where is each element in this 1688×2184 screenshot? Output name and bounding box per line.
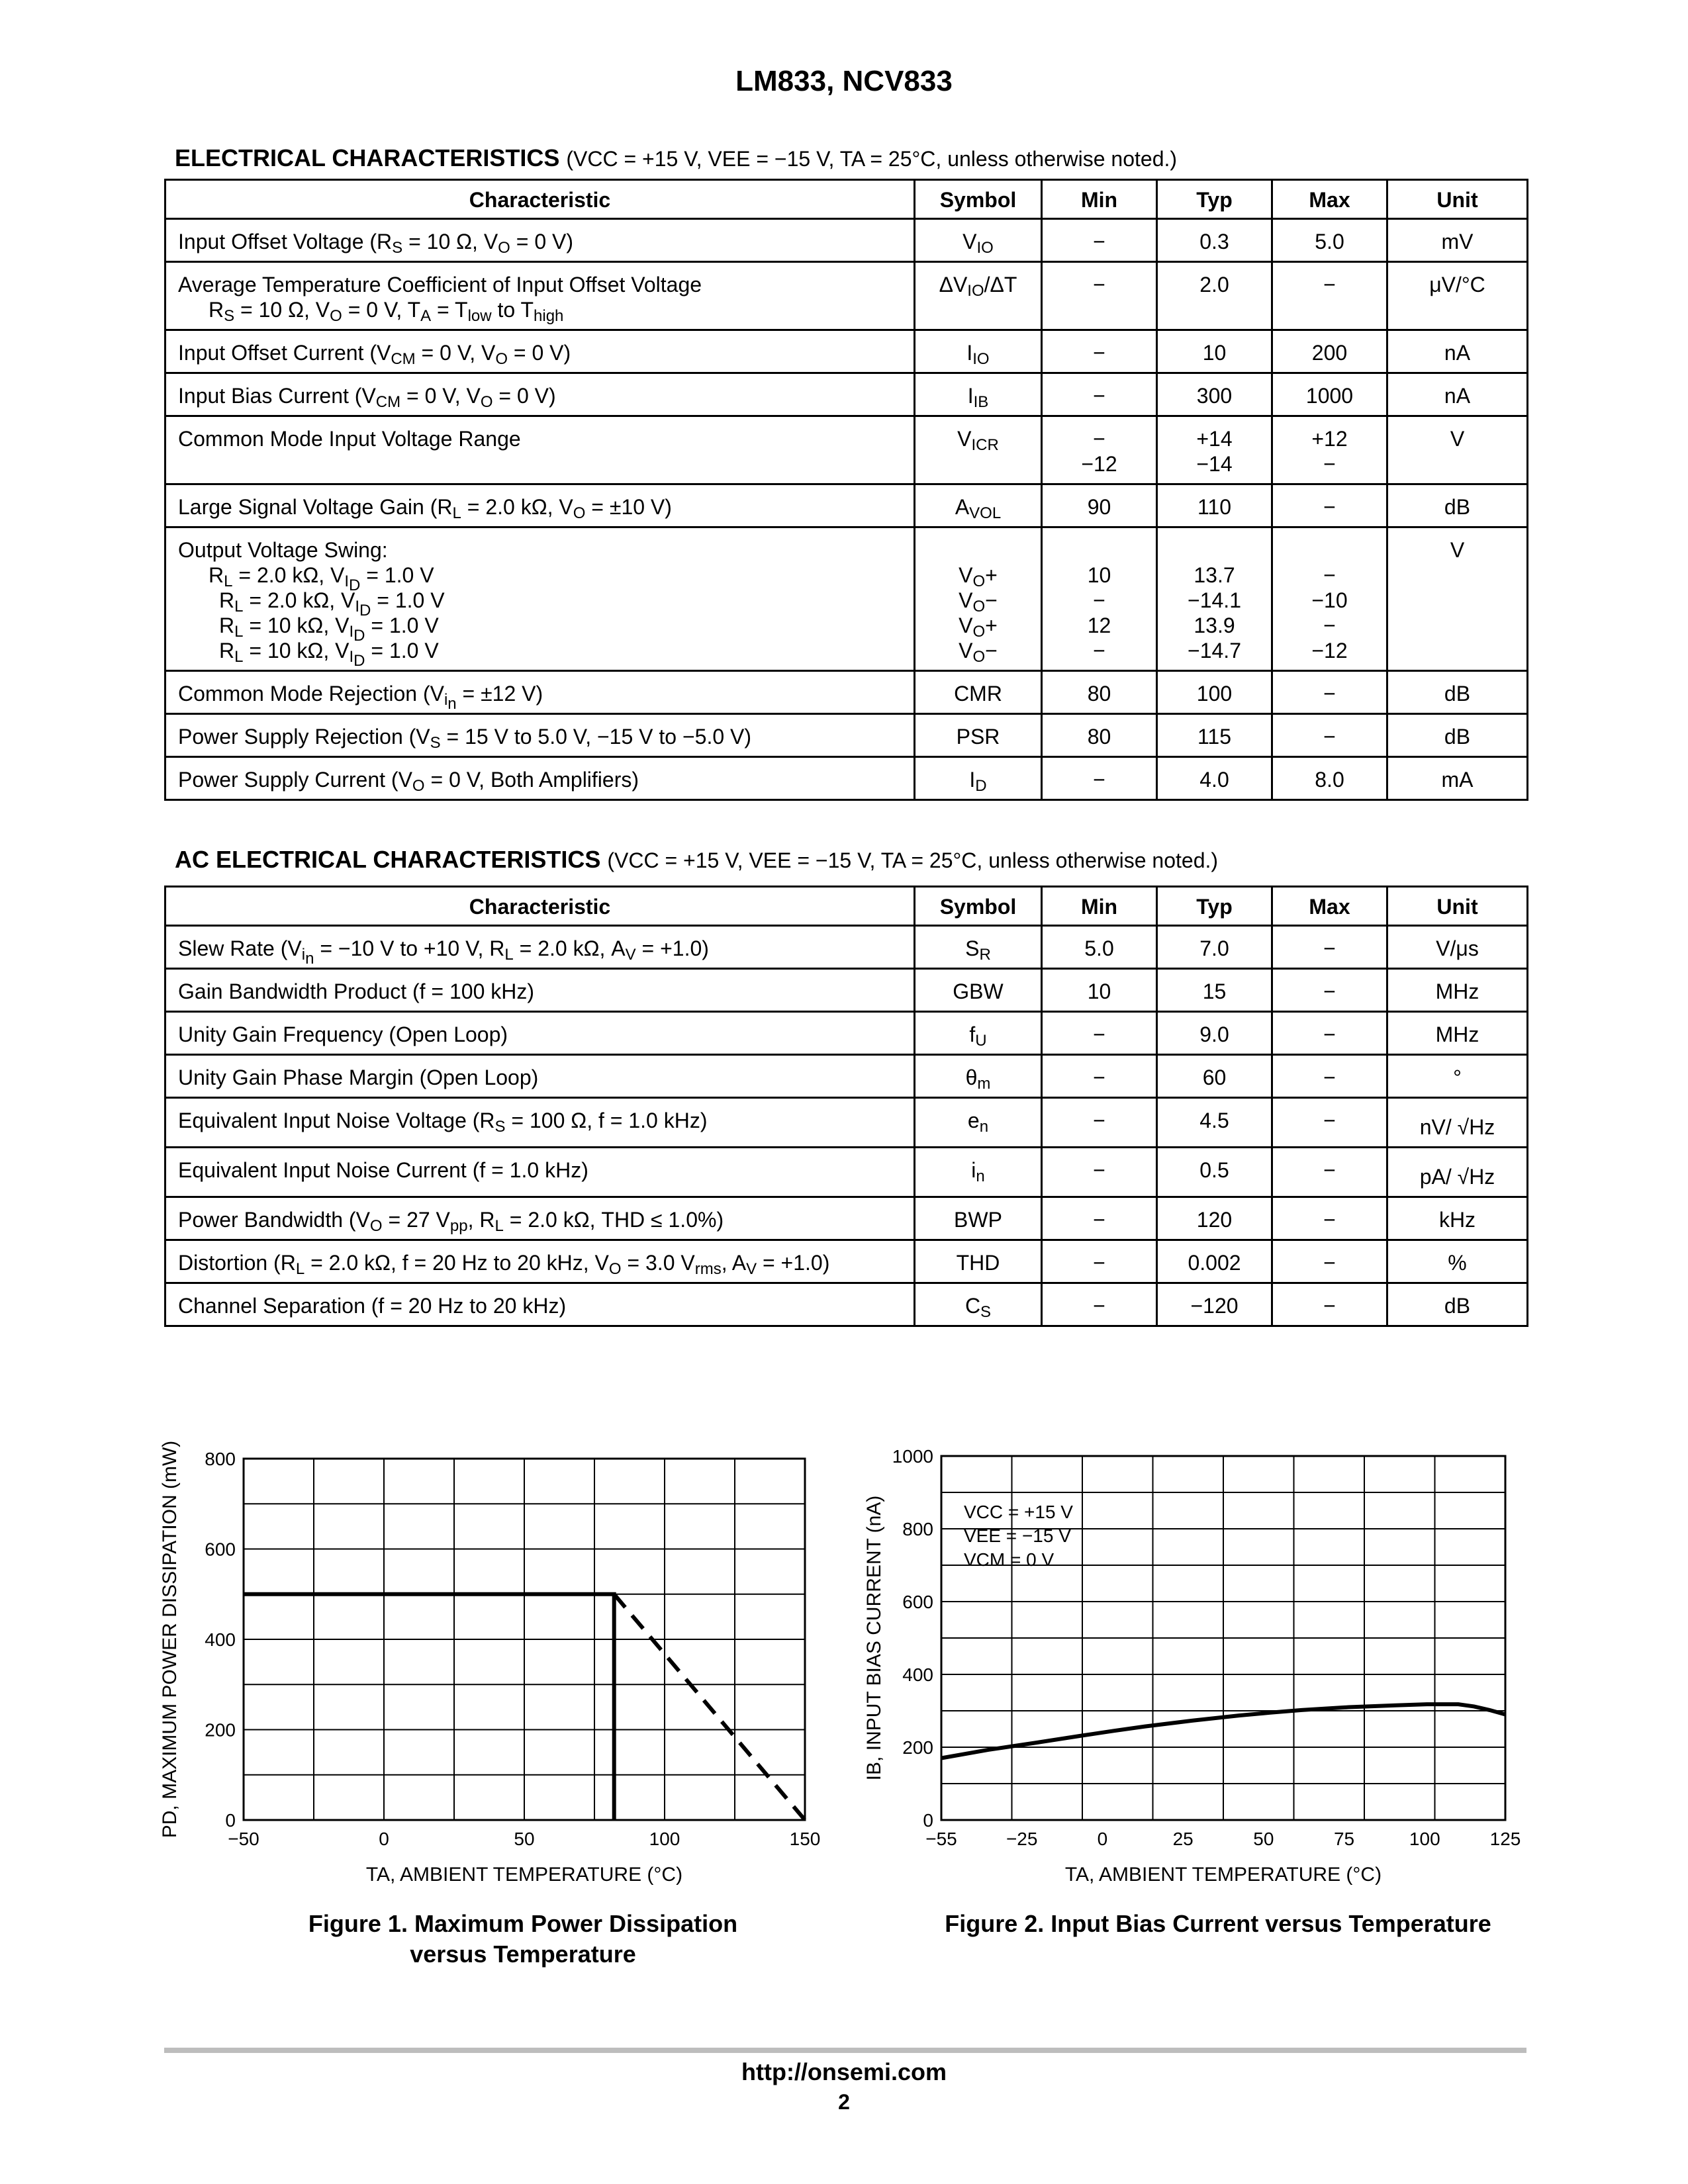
unit-cell: μV/°C — [1387, 262, 1528, 330]
unit-cell: kHz — [1387, 1197, 1528, 1240]
max-cell: − — [1272, 1197, 1387, 1240]
min-cell: − — [1042, 1197, 1157, 1240]
symbol-cell: $V_O+$ $V_O-$ $V_O+$ $V_O-$ — [915, 527, 1042, 671]
ac-section-title — [175, 846, 1218, 874]
figure-2-chart — [854, 1436, 1536, 1899]
max-cell: − — [1272, 1098, 1387, 1148]
typ-cell: 13.7 −14.1 13.9 −14.7 — [1157, 527, 1272, 671]
ac-title-text: AC ELECTRICAL CHARACTERISTICS — [175, 846, 601, 873]
max-cell: 8.0 — [1272, 757, 1387, 800]
symbol-cell: PSR — [915, 714, 1042, 757]
unit-cell: dB — [1387, 714, 1528, 757]
typ-cell: 60 — [1157, 1055, 1272, 1098]
x-tick-label: 25 — [1172, 1829, 1194, 1849]
figure-1-chart — [152, 1436, 834, 1899]
ac-conditions: (VCC = +15 V, VEE = −15 V, TA = 25°C, unless otherwise noted.) — [607, 848, 1219, 872]
symbol-cell: $f_U$ — [915, 1012, 1042, 1055]
y-tick-label: 600 — [902, 1592, 933, 1612]
unit-cell: mV — [1387, 219, 1528, 262]
table-row — [165, 219, 1528, 262]
unit-cell: dB — [1387, 671, 1528, 714]
max-cell: − — [1272, 1240, 1387, 1283]
x-tick-label: 125 — [1489, 1829, 1521, 1849]
characteristic-condition: $R_L = 2.0$ kΩ, $V_{I_D} = 1.0$ V — [219, 588, 445, 619]
x-tick-label: 100 — [649, 1829, 680, 1849]
symbol-cell: $V_{ICR}$ — [915, 416, 1042, 484]
table-header-row — [165, 180, 1528, 219]
y-tick-label: 200 — [902, 1737, 933, 1758]
min-cell: − — [1042, 219, 1157, 262]
table-row — [165, 969, 1528, 1012]
annotation-text: VEE = −15 V — [964, 1525, 1071, 1546]
dc-section-title — [175, 144, 1177, 172]
footer-url[interactable]: http://onsemi.com — [741, 2058, 947, 2085]
table-row — [165, 1148, 1528, 1197]
y-tick-label: 0 — [923, 1810, 933, 1831]
table-row — [165, 373, 1528, 416]
symbol-cell: $C_S$ — [915, 1283, 1042, 1326]
min-cell: 80 — [1042, 671, 1157, 714]
table-row — [165, 1098, 1528, 1148]
figure-2-caption: Figure 2. Input Bias Current versus Temperature — [945, 1910, 1491, 1937]
unit-cell: MHz — [1387, 969, 1528, 1012]
dc-conditions: (VCC = +15 V, VEE = −15 V, TA = 25°C, unless otherwise noted.) — [566, 147, 1178, 171]
typ-cell: 9.0 — [1157, 1012, 1272, 1055]
characteristic-condition: $R_L = 2.0$ kΩ, $V_{I_D} = 1.0$ V — [209, 563, 434, 594]
symbol-cell: GBW — [915, 969, 1042, 1012]
max-cell: 200 — [1272, 330, 1387, 373]
symbol-cell: $\theta_m$ — [915, 1055, 1042, 1098]
min-cell: 10 — [1042, 969, 1157, 1012]
characteristic-cell: Channel Separation (f = 20 Hz to 20 kHz) — [165, 1283, 915, 1326]
characteristic-cell: Equivalent Input Noise Current (f = 1.0 kHz) — [165, 1148, 915, 1197]
symbol-cell: $I_{IO}$ — [915, 330, 1042, 373]
max-cell: − — [1272, 1148, 1387, 1197]
figure-1-caption-line: versus Temperature — [410, 1940, 636, 1968]
symbol-cell: $\Delta V_{IO}/\Delta T$ — [915, 262, 1042, 330]
table-row — [165, 1283, 1528, 1326]
x-tick-label: 50 — [1253, 1829, 1274, 1849]
characteristic-cell: Gain Bandwidth Product (f = 100 kHz) — [165, 969, 915, 1012]
characteristic-cell: Equivalent Input Noise Voltage ($R_S = 100$ Ω, f = 1.0 kHz) — [165, 1098, 915, 1148]
table-row — [165, 330, 1528, 373]
x-tick-label: 100 — [1409, 1829, 1440, 1849]
characteristic-cell: Unity Gain Frequency (Open Loop) — [165, 1012, 915, 1055]
characteristic-condition: $R_L = 10$ kΩ, $V_{I_D} = 1.0$ V — [219, 614, 439, 645]
col-header: Max — [1272, 887, 1387, 926]
characteristic-cell: Input Offset Current ($V_{CM} = 0$ V, $V_O = 0$ V) — [165, 330, 915, 373]
characteristic-cell: Distortion ($R_L = 2.0$ kΩ, f = 20 Hz to 20 kHz, $V_O = 3.0$ $V_{rms}$, $A_V = +1.0$) — [165, 1240, 915, 1283]
min-cell: − — [1042, 330, 1157, 373]
x-tick-label: 50 — [514, 1829, 535, 1849]
symbol-cell: $V_{IO}$ — [915, 219, 1042, 262]
typ-cell: 4.0 — [1157, 757, 1272, 800]
annotation-text: VCM = 0 V — [964, 1549, 1055, 1570]
symbol-cell: CMR — [915, 671, 1042, 714]
min-cell: − — [1042, 1012, 1157, 1055]
max-cell: − — [1272, 1283, 1387, 1326]
min-cell: − — [1042, 373, 1157, 416]
min-cell: − −12 — [1042, 416, 1157, 484]
x-tick-labels — [925, 1829, 1521, 1849]
characteristic-cell: Power Supply Rejection ($V_S = 15$ V to 5.0 V, −15 V to −5.0 V) — [165, 714, 915, 757]
typ-cell: 100 — [1157, 671, 1272, 714]
unit-cell: dB — [1387, 1283, 1528, 1326]
figure-1-caption — [278, 1909, 768, 1970]
characteristic-cell: Common Mode Input Voltage Range — [165, 416, 915, 484]
table-row — [165, 671, 1528, 714]
characteristic-cell — [165, 262, 915, 330]
typ-cell: 15 — [1157, 969, 1272, 1012]
typ-cell: 120 — [1157, 1197, 1272, 1240]
characteristic-condition: $R_L = 10$ kΩ, $V_{I_D} = 1.0$ V — [219, 639, 439, 670]
typ-cell: 0.002 — [1157, 1240, 1272, 1283]
y-tick-label: 400 — [205, 1629, 236, 1650]
table-row — [165, 1012, 1528, 1055]
table-row — [165, 262, 1528, 330]
y-axis-label: IB, INPUT BIAS CURRENT (nA) — [863, 1495, 885, 1781]
characteristic-cell: Power Supply Current ($V_O = 0$ V, Both Amplifiers) — [165, 757, 915, 800]
unit-cell: % — [1387, 1240, 1528, 1283]
col-header: Unit — [1387, 180, 1528, 219]
unit-cell: mA — [1387, 757, 1528, 800]
y-tick-label: 400 — [902, 1664, 933, 1685]
dc-title-text: ELECTRICAL CHARACTERISTICS — [175, 144, 560, 171]
typ-cell: 300 — [1157, 373, 1272, 416]
figure-1-caption-line: Figure 1. Maximum Power Dissipation — [308, 1910, 738, 1937]
x-tick-label: −25 — [1006, 1829, 1038, 1849]
symbol-cell: $e_n$ — [915, 1098, 1042, 1148]
col-header: Characteristic — [165, 180, 915, 219]
y-tick-label: 0 — [225, 1810, 236, 1831]
x-tick-label: 0 — [379, 1829, 389, 1849]
symbol-cell: $i_n$ — [915, 1148, 1042, 1197]
characteristic-cell: Power Bandwidth ($V_O = 27$ $V_{pp}$, $R_L = 2.0$ kΩ, THD ≤ 1.0%) — [165, 1197, 915, 1240]
unit-cell: V — [1387, 416, 1528, 484]
series-line — [614, 1594, 805, 1820]
min-cell: 90 — [1042, 484, 1157, 527]
table-row — [165, 926, 1528, 969]
col-header: Unit — [1387, 887, 1528, 926]
min-cell: − — [1042, 262, 1157, 330]
page-title: LM833, NCV833 — [735, 65, 953, 97]
typ-cell: 0.3 — [1157, 219, 1272, 262]
unit-cell: nA — [1387, 373, 1528, 416]
max-cell: − — [1272, 714, 1387, 757]
x-axis-label: TA, AMBIENT TEMPERATURE (°C) — [365, 1864, 683, 1886]
col-header: Characteristic — [165, 887, 915, 926]
table-header-row — [165, 887, 1528, 926]
col-header: Min — [1042, 887, 1157, 926]
y-axis-label: PD, MAXIMUM POWER DISSIPATION (mW) — [159, 1440, 181, 1839]
min-cell: − — [1042, 1283, 1157, 1326]
ac-spec-table — [164, 886, 1528, 1327]
page-number: 2 — [838, 2090, 850, 2114]
x-tick-label: −50 — [228, 1829, 259, 1849]
chart-annotations — [964, 1502, 1073, 1570]
max-cell: − −10 − −12 — [1272, 527, 1387, 671]
min-cell: − — [1042, 1148, 1157, 1197]
y-tick-labels — [205, 1449, 236, 1831]
typ-cell: 10 — [1157, 330, 1272, 373]
typ-cell: 110 — [1157, 484, 1272, 527]
symbol-cell: BWP — [915, 1197, 1042, 1240]
min-cell: − — [1042, 1098, 1157, 1148]
table-row — [165, 757, 1528, 800]
characteristic-cell: Input Bias Current ($V_{CM} = 0$ V, $V_O = 0$ V) — [165, 373, 915, 416]
x-axis-label: TA, AMBIENT TEMPERATURE (°C) — [1064, 1864, 1382, 1886]
characteristic-cell: Common Mode Rejection ($V_{i_n} = \pm 12$ V) — [165, 671, 915, 714]
footer-divider — [164, 2048, 1526, 2053]
typ-cell: 7.0 — [1157, 926, 1272, 969]
characteristic-cell: Slew Rate ($V_{i_n} = -10$ V to +10 V, $R_L = 2.0$ kΩ, $A_V = +1.0$) — [165, 926, 915, 969]
characteristic-condition: $R_S = 10$ Ω, $V_O = 0$ V, $T_A = T_{low}$ to $T_{high}$ — [209, 298, 564, 325]
min-cell: − — [1042, 1240, 1157, 1283]
series-line — [244, 1594, 614, 1820]
table-row — [165, 1055, 1528, 1098]
max-cell: − — [1272, 262, 1387, 330]
y-tick-labels — [892, 1446, 933, 1831]
unit-cell: nV/ √Hz — [1387, 1098, 1528, 1148]
x-tick-label: −55 — [925, 1829, 957, 1849]
x-tick-labels — [228, 1829, 820, 1849]
characteristic-cell: Large Signal Voltage Gain ($R_L = 2.0$ kΩ, $V_O = \pm 10$ V) — [165, 484, 915, 527]
chart-grid — [244, 1459, 805, 1820]
table-row — [165, 527, 1528, 671]
max-cell: − — [1272, 1055, 1387, 1098]
x-tick-label: 75 — [1333, 1829, 1355, 1849]
unit-cell: dB — [1387, 484, 1528, 527]
unit-cell: pA/ √Hz — [1387, 1148, 1528, 1197]
max-cell: +12 − — [1272, 416, 1387, 484]
max-cell: − — [1272, 671, 1387, 714]
col-header: Typ — [1157, 180, 1272, 219]
symbol-cell: $I_D$ — [915, 757, 1042, 800]
x-tick-label: 150 — [789, 1829, 821, 1849]
col-header: Symbol — [915, 887, 1042, 926]
min-cell: 5.0 — [1042, 926, 1157, 969]
table-row — [165, 1197, 1528, 1240]
max-cell: 1000 — [1272, 373, 1387, 416]
max-cell: − — [1272, 484, 1387, 527]
typ-cell: +14 −14 — [1157, 416, 1272, 484]
max-cell: − — [1272, 1012, 1387, 1055]
col-header: Symbol — [915, 180, 1042, 219]
max-cell: 5.0 — [1272, 219, 1387, 262]
table-row — [165, 714, 1528, 757]
table-row — [165, 484, 1528, 527]
unit-cell: MHz — [1387, 1012, 1528, 1055]
y-tick-label: 200 — [205, 1719, 236, 1741]
col-header: Typ — [1157, 887, 1272, 926]
unit-cell: V/μs — [1387, 926, 1528, 969]
unit-cell: V — [1387, 527, 1528, 671]
y-tick-label: 600 — [205, 1539, 236, 1560]
typ-cell: −120 — [1157, 1283, 1272, 1326]
max-cell: − — [1272, 969, 1387, 1012]
y-tick-label: 800 — [205, 1449, 236, 1469]
col-header: Min — [1042, 180, 1157, 219]
min-cell: 80 — [1042, 714, 1157, 757]
table-row — [165, 1240, 1528, 1283]
col-header: Max — [1272, 180, 1387, 219]
characteristic-text: Output Voltage Swing: — [178, 538, 388, 562]
table-row — [165, 416, 1528, 484]
typ-cell: 0.5 — [1157, 1148, 1272, 1197]
y-tick-label: 1000 — [892, 1446, 933, 1467]
symbol-cell: $S_R$ — [915, 926, 1042, 969]
characteristic-cell — [165, 527, 915, 671]
characteristic-cell: Input Offset Voltage ($R_S = 10$ Ω, $V_O = 0$ V) — [165, 219, 915, 262]
x-tick-label: 0 — [1097, 1829, 1108, 1849]
characteristic-text: Average Temperature Coefficient of Input Offset Voltage — [178, 273, 702, 296]
unit-cell: ° — [1387, 1055, 1528, 1098]
characteristic-cell: Unity Gain Phase Margin (Open Loop) — [165, 1055, 915, 1098]
unit-cell: nA — [1387, 330, 1528, 373]
min-cell: − — [1042, 1055, 1157, 1098]
symbol-cell: $A_{VOL}$ — [915, 484, 1042, 527]
typ-cell: 115 — [1157, 714, 1272, 757]
typ-cell: 4.5 — [1157, 1098, 1272, 1148]
min-cell: − — [1042, 757, 1157, 800]
symbol-cell: $I_{IB}$ — [915, 373, 1042, 416]
annotation-text: VCC = +15 V — [964, 1502, 1073, 1522]
typ-cell: 2.0 — [1157, 262, 1272, 330]
y-tick-label: 800 — [902, 1519, 933, 1539]
dc-spec-table — [164, 179, 1528, 801]
max-cell: − — [1272, 926, 1387, 969]
symbol-cell: THD — [915, 1240, 1042, 1283]
min-cell: 10 − 12 − — [1042, 527, 1157, 671]
